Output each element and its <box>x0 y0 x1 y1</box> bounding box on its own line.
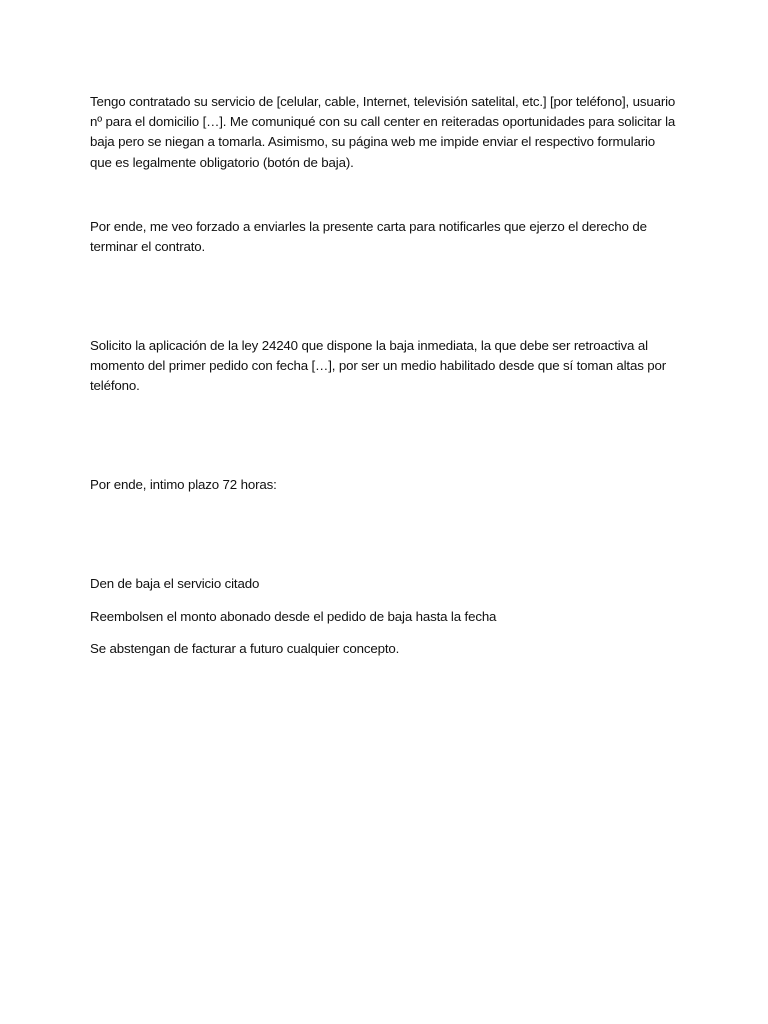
paragraph-law-reference: Solicito la aplicación de la ley 24240 que dispone la baja inmediata, la que debe ser retroactiva al momento del primer pedido con fecha […], por ser un medio habilitado desde que sí toman altas por teléfono. <box>90 338 667 394</box>
demand-item: Reembolsen el monto abonado desde el pedido de baja hasta la fecha <box>90 609 497 624</box>
paragraph-deadline: Por ende, intimo plazo 72 horas: <box>90 477 277 492</box>
demand-item: Den de baja el servicio citado <box>90 576 260 591</box>
paragraph-service-contract: Tengo contratado su servicio de [celular, cable, Internet, televisión satelital, etc.] [por teléfono], usuario nº para el domicilio […]. Me comuniqué con su call center en reiteradas oportunidades para solicitar la baja pero se niegan a tomarla. Asimismo, su página web me impide enviar el respectivo formulario que es legalmente obligatorio (botón de baja). <box>90 94 676 170</box>
paragraph-termination-notice: Por ende, me veo forzado a enviarles la presente carta para notificarles que ejerzo el derecho de terminar el contrato. <box>90 219 647 255</box>
demand-item: Se abstengan de facturar a futuro cualquier concepto. <box>90 641 400 656</box>
